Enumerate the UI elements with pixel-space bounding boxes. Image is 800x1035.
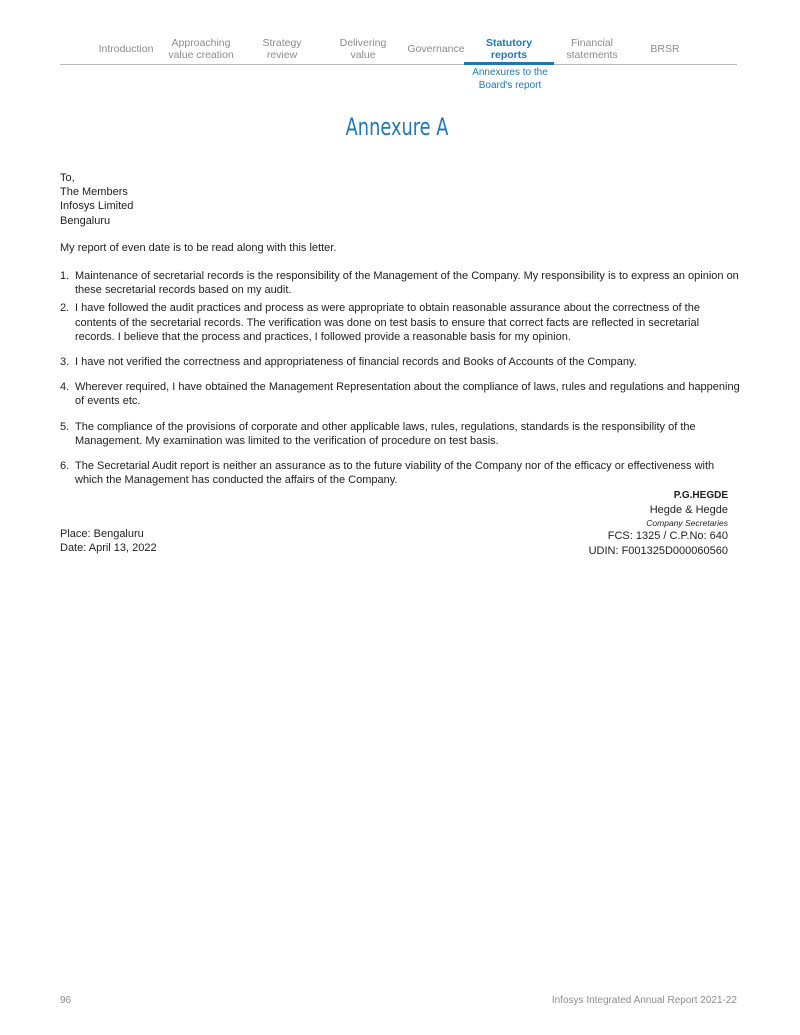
page-number: 96 [60,995,72,1006]
list-item-text: Maintenance of secretarial records is the responsibility of the Management of the Company. My responsibility is to express an opinion on these secretarial records based on my audit. [75,270,739,297]
addressee-block [60,171,133,228]
page-title: Annexure A [345,113,449,141]
nav-item-label: Governance [407,42,465,55]
list-item-number: 6. [60,460,70,473]
list-item [60,301,740,344]
nav-item-delivering-value[interactable] [332,36,394,62]
list-item-text: The Secretarial Audit report is neither an assurance as to the future viability of the Company nor of the efficacy or effectiveness with which the Management has conducted the affairs of the Company. [75,460,715,487]
signature-block [589,489,728,558]
nav-item-governance[interactable] [406,36,466,62]
intro-paragraph: My report of even date is to be read along with this letter. [60,242,337,254]
list-item-number: 5. [60,420,70,433]
subnav-annexures-to-boards-report[interactable] [464,66,556,92]
nav-item-label: Financial [570,36,613,49]
list-item-number: 1. [60,270,70,282]
nav-item-label: BRSR [650,42,680,55]
list-item [60,459,740,487]
list-item [60,269,740,297]
nav-item-label: reports [490,49,528,61]
nav-item-statutory-reports[interactable] [472,36,546,62]
nav-item-label: Strategy [262,36,302,49]
nav-item-label: value [350,49,376,61]
nav-item-label: statements [566,49,618,61]
address-line: Bengaluru [60,214,111,227]
address-line: Infosys Limited [60,200,134,213]
nav-item-brsr[interactable] [640,36,690,62]
nav-item-label: Introduction [98,42,154,55]
list-item-number: 4. [60,381,70,394]
nav-item-introduction[interactable] [96,36,156,62]
list-item [60,420,740,448]
list-item-text: I have not verified the correctness and appropriateness of financial records and Books of Accounts of the Company. [75,356,637,369]
report-name: Infosys Integrated Annual Report 2021-22 [551,995,737,1006]
list-item-number: 2. [60,302,70,315]
signatory-firm: Hegde & Hegde [649,504,728,517]
list-item-text: The compliance of the provisions of corporate and other applicable laws, rules, regulations, standards is the responsibility of the Management. My examination was limited to the verification of procedure on test basis. [75,420,696,447]
list-item-number: 3. [60,356,70,369]
nav-item-label: Statutory [485,36,533,49]
nav-item-label: Delivering [339,36,387,49]
nav-item-financial-statements[interactable] [560,36,624,62]
place-date-block [60,527,157,555]
list-item-text: I have followed the audit practices and process as were appropriate to obtain reasonable assurance about the correctness of the contents of the secretarial records. The verification was done on test basis to ensure that correct facts are reflected in secretarial records. I believe that the process and practices, I followed provide a reasonable basis for my opinion. [75,302,700,343]
subnav-label: Board's report [478,80,542,91]
place-line: Place: Bengaluru [60,528,144,540]
nav-item-label: Approaching [171,36,231,49]
nav-item-strategy-review[interactable] [252,36,312,62]
audit-points-list [60,269,740,487]
nav-item-approaching-value-creation[interactable] [166,36,236,62]
list-item [60,380,740,408]
nav-item-label: review [266,49,298,61]
nav-item-label: value creation [168,49,234,61]
subnav-label: Annexures to the [472,67,548,78]
address-line: The Members [60,186,128,199]
date-line: Date: April 13, 2022 [60,542,157,555]
address-line: To, [60,172,75,184]
section-nav [60,36,737,65]
list-item-text: Wherever required, I have obtained the Management Representation about the compliance of laws, rules and regulations and happening of events etc. [75,381,740,408]
signatory-udin: UDIN: F001325D000060560 [588,544,728,557]
signatory-fcs: FCS: 1325 / C.P.No: 640 [607,530,728,543]
signatory-role: Company Secretaries [646,518,728,529]
signatory-name: P.G.HEGDE [673,490,728,501]
list-item [60,355,740,369]
